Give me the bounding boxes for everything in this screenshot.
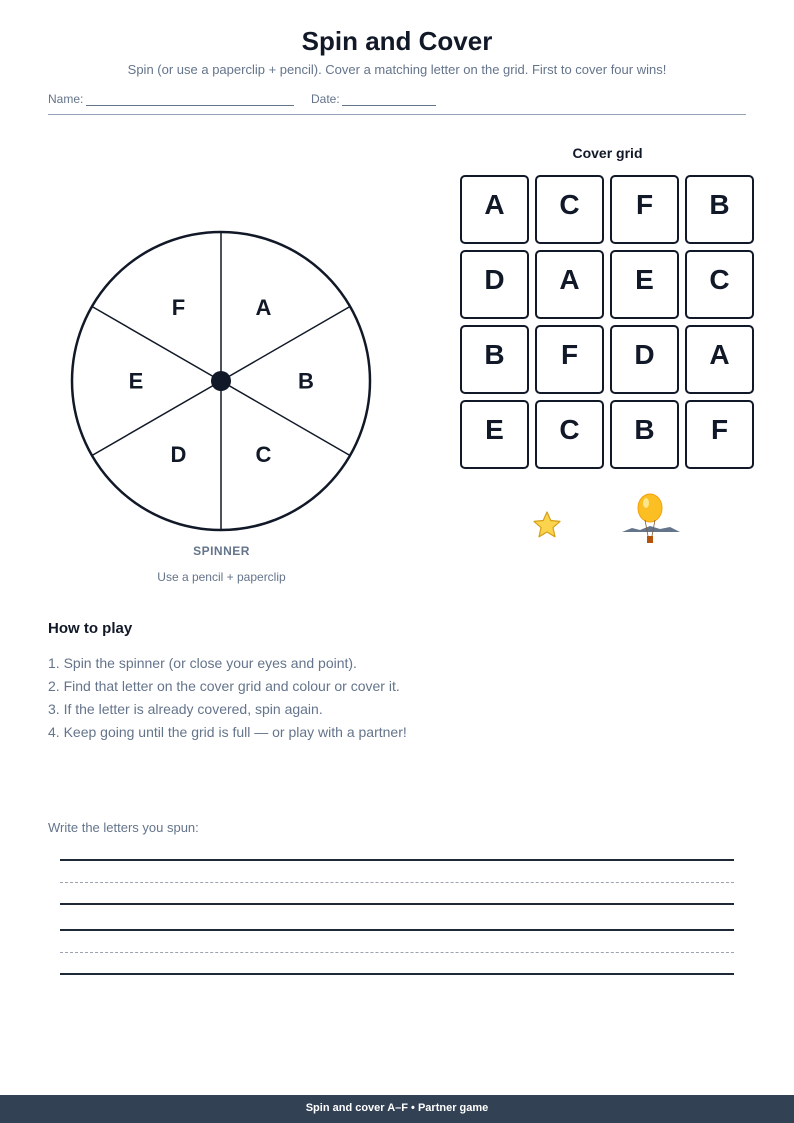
spinner-segment-label: D <box>170 442 187 468</box>
page-title: Spin and Cover <box>301 26 493 56</box>
write-letters-label: Write the letters you spun: <box>48 820 199 835</box>
handwriting-mid-line <box>60 882 734 883</box>
grid-cell[interactable]: C <box>535 175 604 244</box>
how-to-play-title: How to play <box>48 620 133 637</box>
grid-cell[interactable]: B <box>685 175 754 244</box>
handwriting-mid-line <box>60 952 734 953</box>
date-label: Date: <box>311 92 340 106</box>
grid-cell[interactable]: A <box>535 250 604 319</box>
handwriting-top-line[interactable] <box>60 929 734 931</box>
step-item: 1. Spin the spinner (or close your eyes and point). <box>48 655 357 671</box>
grid-cell[interactable]: C <box>685 250 754 319</box>
grid-cell[interactable]: A <box>685 325 754 394</box>
grid-cell[interactable]: B <box>460 325 529 394</box>
grid-cell[interactable]: E <box>460 400 529 469</box>
grid-cell[interactable]: C <box>535 400 604 469</box>
handwriting-base-line <box>60 903 734 905</box>
grid-cell[interactable]: D <box>460 250 529 319</box>
spinner-segment-label: E <box>128 368 144 394</box>
how-to-play-steps <box>48 655 407 747</box>
spinner-segment-label: C <box>255 442 272 468</box>
step-item: 4. Keep going until the grid is full — or play with a partner! <box>48 724 407 740</box>
name-field[interactable] <box>86 105 294 106</box>
spinner-subtitle: Use a pencil + paperclip <box>157 570 286 584</box>
spinner[interactable] <box>70 230 373 533</box>
spinner-segment-label: F <box>171 294 186 320</box>
cover-grid-title: Cover grid <box>572 145 643 161</box>
grid-cell[interactable]: E <box>610 250 679 319</box>
page-subtitle: Spin (or use a paperclip + pencil). Cover a matching letter on the grid. First to cover four wins! <box>127 62 667 77</box>
cover-grid <box>460 175 755 469</box>
grid-cell[interactable]: A <box>460 175 529 244</box>
star-icon <box>532 510 562 545</box>
grid-cell[interactable]: F <box>610 175 679 244</box>
grid-cell[interactable]: D <box>610 325 679 394</box>
spinner-segment-label: A <box>255 294 272 320</box>
step-item: 2. Find that letter on the cover grid and colour or cover it. <box>48 678 400 694</box>
hot-air-balloon-icon <box>620 492 682 551</box>
spinner-segment-label: B <box>298 368 314 394</box>
footer: Spin and cover A–F • Partner game <box>0 1095 794 1123</box>
handwriting-base-line <box>60 973 734 975</box>
handwriting-top-line[interactable] <box>60 859 734 861</box>
name-label: Name: <box>48 92 84 106</box>
grid-cell[interactable]: F <box>535 325 604 394</box>
date-field[interactable] <box>342 105 436 106</box>
grid-cell[interactable]: F <box>685 400 754 469</box>
step-item: 3. If the letter is already covered, spin again. <box>48 701 323 717</box>
name-date-row <box>48 92 746 115</box>
spinner-wheel <box>70 230 373 533</box>
grid-cell[interactable]: B <box>610 400 679 469</box>
spinner-title: SPINNER <box>193 544 250 558</box>
spinner-hub <box>211 371 231 391</box>
